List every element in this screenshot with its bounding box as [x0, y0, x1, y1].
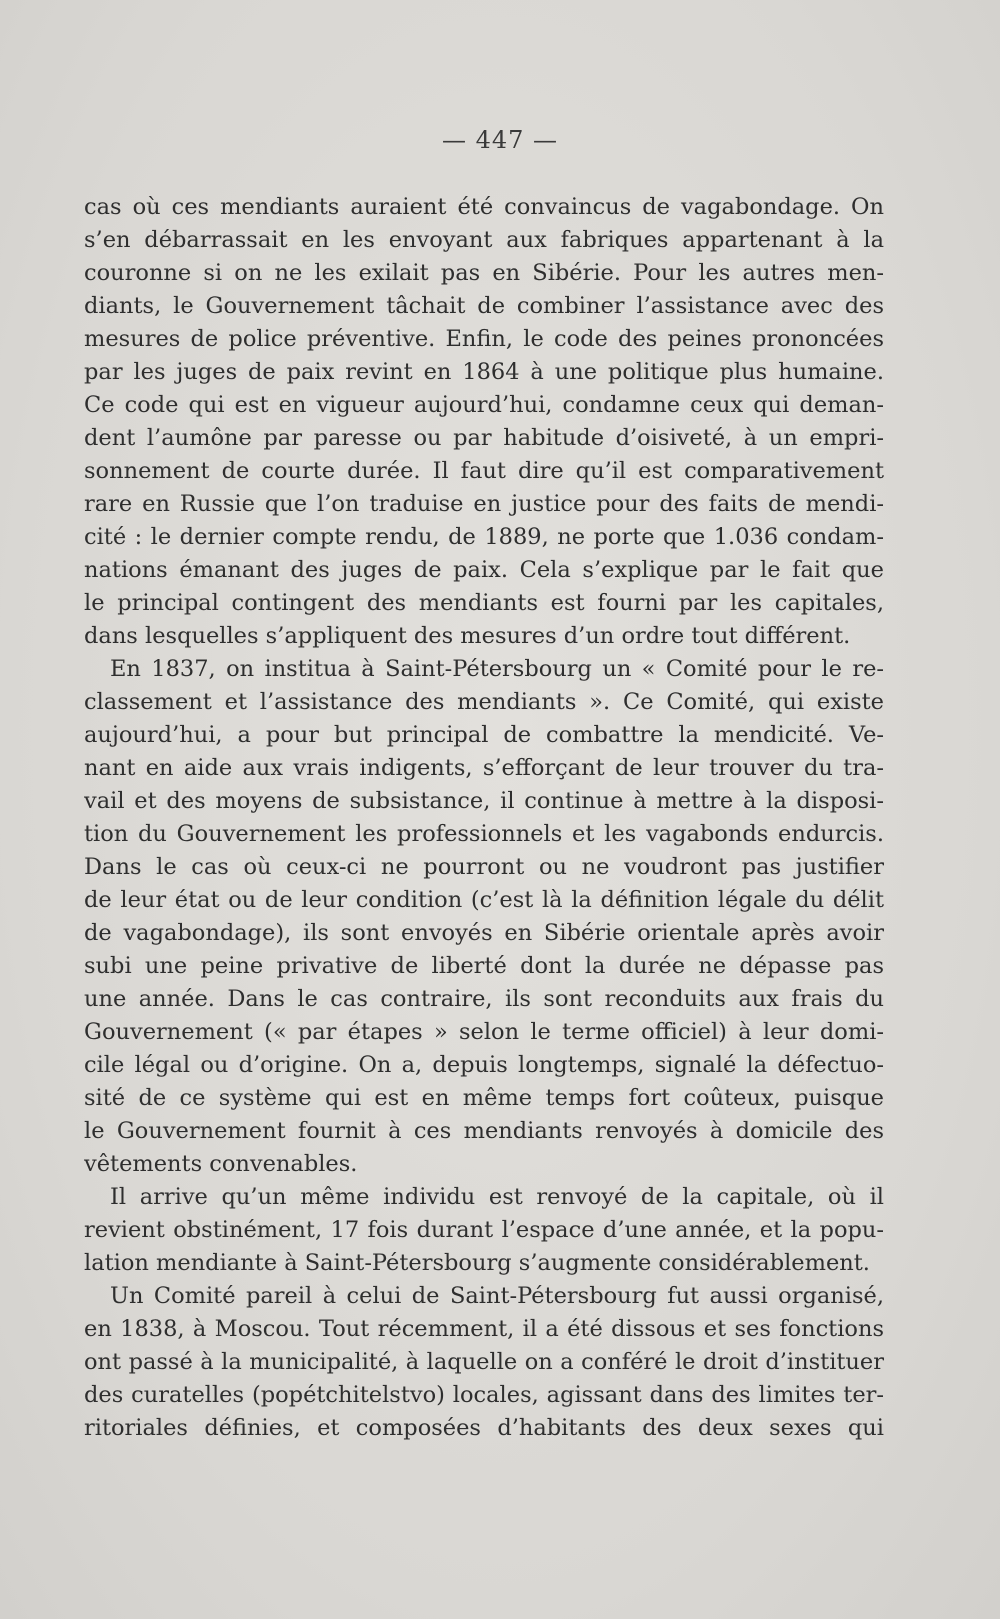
- text-line: en 1838, à Moscou. Tout récemment, il a été dissous et ses fonctions: [84, 1316, 884, 1342]
- text-line: lation mendiante à Saint-Pétersbourg s’augmente considérablement.: [84, 1250, 870, 1276]
- text-line: une année. Dans le cas contraire, ils sont reconduits aux frais du: [84, 986, 884, 1012]
- text-line: nant en aide aux vrais indigents, s’efforçant de leur trouver du tra-: [84, 755, 884, 781]
- page-number: — 447 —: [441, 126, 559, 154]
- text-line: Dans le cas où ceux-ci ne pourront ou ne voudront pas justifier: [84, 854, 884, 880]
- text-line: rare en Russie que l’on traduise en justice pour des faits de mendi-: [84, 491, 884, 517]
- text-line: par les juges de paix revint en 1864 à une politique plus humaine.: [84, 359, 884, 385]
- text-line: classement et l’assistance des mendiants ». Ce Comité, qui existe: [84, 689, 884, 715]
- text-line: Il arrive qu’un même individu est renvoyé de la capitale, où il: [110, 1184, 884, 1210]
- text-line: dans lesquelles s’appliquent des mesures d’un ordre tout différent.: [84, 623, 851, 649]
- text-line: ont passé à la municipalité, à laquelle on a conféré le droit d’instituer: [84, 1349, 884, 1375]
- text-line: sonnement de courte durée. Il faut dire qu’il est comparativement: [84, 458, 884, 484]
- text-line: de leur état ou de leur condition (c’est là la définition légale du délit: [84, 887, 884, 913]
- text-line: mesures de police préventive. Enfin, le code des peines prononcées: [84, 326, 884, 352]
- text-line: le principal contingent des mendiants est fourni par les capitales,: [84, 590, 884, 616]
- body-text: [84, 191, 884, 1445]
- text-line: cile légal ou d’origine. On a, depuis longtemps, signalé la défectuo-: [84, 1052, 884, 1078]
- text-line: Un Comité pareil à celui de Saint-Pétersbourg fut aussi organisé,: [110, 1283, 884, 1309]
- text-line: vail et des moyens de subsistance, il continue à mettre à la disposi-: [84, 788, 884, 814]
- text-line: ritoriales définies, et composées d’habitants des deux sexes qui: [84, 1415, 884, 1441]
- text-line: le Gouvernement fournit à ces mendiants renvoyés à domicile des: [84, 1118, 884, 1144]
- text-line: nations émanant des juges de paix. Cela s’explique par le fait que: [84, 557, 884, 583]
- text-line: revient obstinément, 17 fois durant l’espace d’une année, et la popu-: [84, 1217, 884, 1243]
- text-line: subi une peine privative de liberté dont la durée ne dépasse pas: [84, 953, 884, 979]
- text-line: Ce code qui est en vigueur aujourd’hui, condamne ceux qui deman-: [84, 392, 884, 418]
- text-line: vêtements convenables.: [84, 1151, 358, 1177]
- text-line: s’en débarrassait en les envoyant aux fabriques appartenant à la: [84, 227, 884, 253]
- text-line: dent l’aumône par paresse ou par habitude d’oisiveté, à un empri-: [84, 425, 884, 451]
- text-line: tion du Gouvernement les professionnels et les vagabonds endurcis.: [84, 821, 884, 847]
- text-line: de vagabondage), ils sont envoyés en Sibérie orientale après avoir: [84, 920, 884, 946]
- text-line: couronne si on ne les exilait pas en Sibérie. Pour les autres men-: [84, 260, 884, 286]
- text-line: sité de ce système qui est en même temps fort coûteux, puisque: [84, 1085, 884, 1111]
- text-line: cas où ces mendiants auraient été convaincus de vagabondage. On: [84, 194, 884, 220]
- text-line: cité : le dernier compte rendu, de 1889, ne porte que 1.036 condam-: [84, 524, 884, 550]
- text-line: En 1837, on institua à Saint-Pétersbourg un « Comité pour le re-: [110, 656, 884, 682]
- text-line: aujourd’hui, a pour but principal de combattre la mendicité. Ve-: [84, 722, 884, 748]
- text-line: Gouvernement (« par étapes » selon le terme officiel) à leur domi-: [84, 1019, 884, 1045]
- text-line: des curatelles (popétchitelstvo) locales, agissant dans des limites ter-: [84, 1382, 884, 1408]
- text-line: diants, le Gouvernement tâchait de combiner l’assistance avec des: [84, 293, 884, 319]
